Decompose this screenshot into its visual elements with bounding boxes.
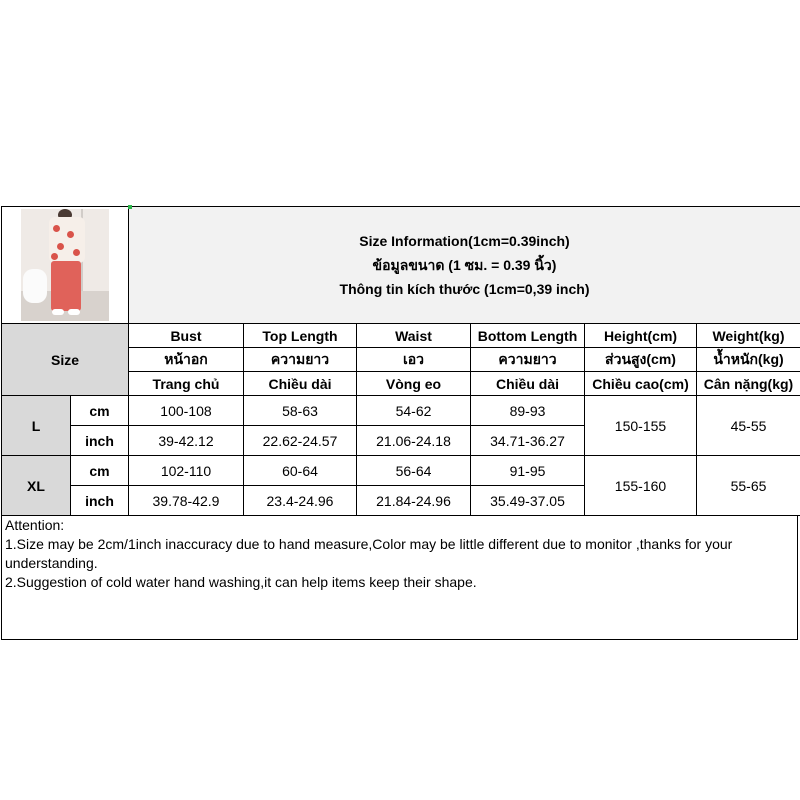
xl-inch-bust: 39.78-42.9: [129, 486, 244, 516]
col-top-length-en: Top Length: [244, 324, 357, 348]
size-label-xl: XL: [2, 456, 71, 516]
title-th: ข้อมูลขนาด (1 ซม. = 0.39 นิ้ว): [372, 257, 557, 273]
size-table: [1, 206, 800, 516]
col-top-length-vi: Chiều dài: [244, 372, 357, 396]
xl-height: 155-160: [585, 456, 697, 516]
col-waist-vi: Vòng eo: [357, 372, 471, 396]
l-inch-top-length: 22.62-24.57: [244, 426, 357, 456]
l-height: 150-155: [585, 396, 697, 456]
col-height-vi: Chiều cao(cm): [585, 372, 697, 396]
xl-cm-waist: 56-64: [357, 456, 471, 486]
col-bust-vi: Trang chủ: [129, 372, 244, 396]
size-header: Size: [2, 324, 129, 396]
l-weight: 45-55: [697, 396, 800, 456]
table-row: [2, 456, 800, 486]
col-waist-th: เอว: [357, 348, 471, 372]
l-cm-bottom-length: 89-93: [471, 396, 585, 426]
xl-inch-top-length: 23.4-24.96: [244, 486, 357, 516]
size-label-l: L: [2, 396, 71, 456]
col-top-length-th: ความยาว: [244, 348, 357, 372]
col-weight-en: Weight(kg): [697, 324, 800, 348]
l-cm-bust: 100-108: [129, 396, 244, 426]
col-weight-th: น้ำหนัก(kg): [697, 348, 800, 372]
col-waist-en: Waist: [357, 324, 471, 348]
table-row: [2, 396, 800, 426]
col-height-th: ส่วนสูง(cm): [585, 348, 697, 372]
attention-notes: [1, 516, 798, 640]
unit-cm: cm: [71, 456, 129, 486]
size-info-title: [129, 207, 800, 324]
l-inch-bust: 39-42.12: [129, 426, 244, 456]
title-en: Size Information(1cm=0.39inch): [359, 233, 570, 249]
col-bottom-length-en: Bottom Length: [471, 324, 585, 348]
col-height-en: Height(cm): [585, 324, 697, 348]
xl-weight: 55-65: [697, 456, 800, 516]
attention-line-1: 1.Size may be 2cm/1inch inaccuracy due to hand measure,Color may be little different due to monitor ,thanks for your understanding.: [5, 536, 733, 571]
col-bottom-length-th: ความยาว: [471, 348, 585, 372]
l-inch-waist: 21.06-24.18: [357, 426, 471, 456]
l-cm-top-length: 58-63: [244, 396, 357, 426]
title-vi: Thông tin kích thước (1cm=0,39 inch): [339, 281, 590, 297]
xl-cm-bottom-length: 91-95: [471, 456, 585, 486]
xl-inch-bottom-length: 35.49-37.05: [471, 486, 585, 516]
col-bust-en: Bust: [129, 324, 244, 348]
col-bottom-length-vi: Chiều dài: [471, 372, 585, 396]
attention-line-2: 2.Suggestion of cold water hand washing,it can help items keep their shape.: [5, 574, 477, 590]
unit-inch: inch: [71, 426, 129, 456]
product-photo: [21, 209, 109, 321]
corner-marker: [128, 205, 132, 209]
col-weight-vi: Cân nặng(kg): [697, 372, 800, 396]
xl-cm-bust: 102-110: [129, 456, 244, 486]
l-inch-bottom-length: 34.71-36.27: [471, 426, 585, 456]
unit-cm: cm: [71, 396, 129, 426]
xl-cm-top-length: 60-64: [244, 456, 357, 486]
col-bust-th: หน้าอก: [129, 348, 244, 372]
l-cm-waist: 54-62: [357, 396, 471, 426]
attention-heading: Attention:: [5, 517, 65, 533]
xl-inch-waist: 21.84-24.96: [357, 486, 471, 516]
product-photo-cell: [2, 207, 129, 324]
unit-inch: inch: [71, 486, 129, 516]
